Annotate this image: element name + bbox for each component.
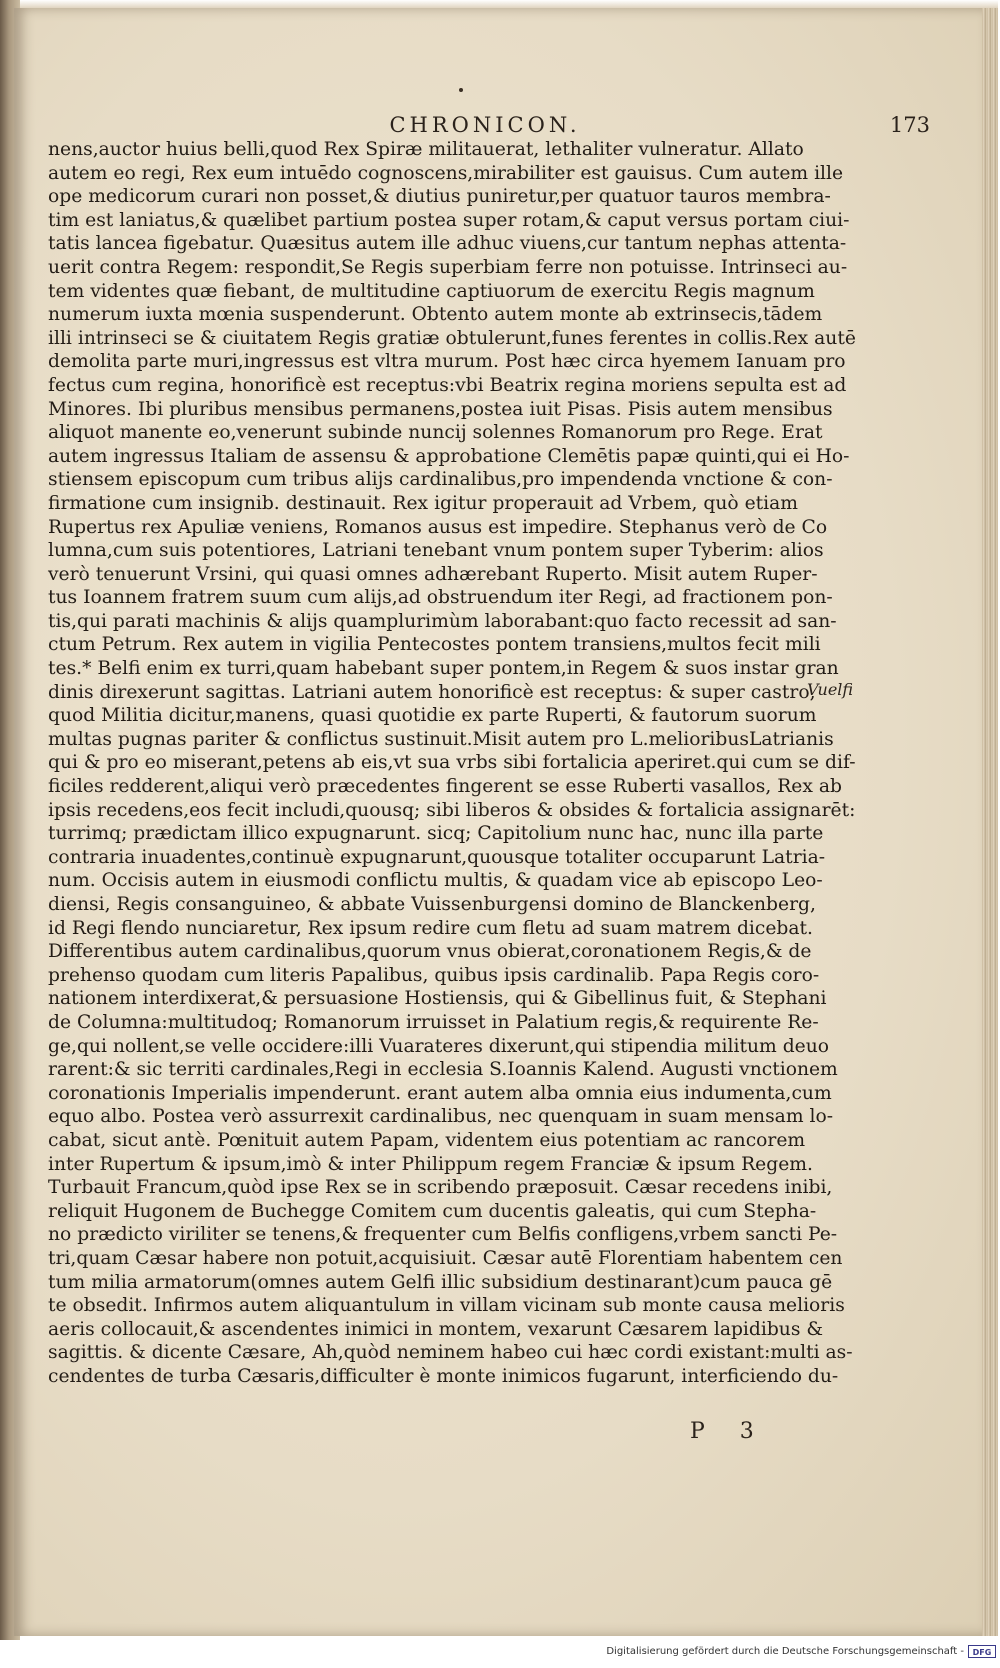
text-line: de Columna:multitudoq; Romanorum irruisset in Palatium regis,& requirente Re-: [48, 1011, 819, 1033]
text-line: dinis direxerunt sagittas. Latriani autem honorificè est receptus: & super castro,: [48, 681, 816, 703]
text-line: Differentibus autem cardinalibus,quorum vnus obierat,coronationem Regis,& de: [48, 941, 812, 963]
text-line: coronationis Imperialis impenderunt. erant autem alba omnia eius indumenta,cum: [48, 1082, 832, 1104]
text-line: tatis lancea figebatur. Quæsitus autem ille adhuc viuens,cur tantum nephas attenta-: [48, 233, 847, 255]
text-line: tem videntes quæ fiebant, de multitudine captiuorum de exercitu Regis magnum: [48, 280, 815, 302]
text-line: aeris collocauit,& ascendentes inimici in montem, vexarunt Cæsarem lapidibus &: [48, 1318, 824, 1340]
text-line: cendentes de turba Cæsaris,difficulter è monte inimicos fugarunt, interficiendo du-: [48, 1365, 839, 1387]
text-line: Minores. Ibi pluribus mensibus permanens,postea iuit Pisas. Pisis autem mensibus: [48, 398, 833, 420]
text-line: inter Rupertum & ipsum,imò & inter Philippum regem Franciæ & ipsum Regem.: [48, 1153, 813, 1175]
text-line: autem eo regi, Rex eum intuēdo cognoscens,mirabiliter est gauisus. Cum autem ille: [48, 162, 844, 184]
text-line: autem ingressus Italiam de assensu & approbatione Clemētis papæ quinti,qui ei Ho-: [48, 445, 850, 467]
text-line: ipsis recedens,eos fecit includi,quousq; sibi liberos & obsides & fortalicia assignarēt:: [48, 799, 856, 821]
text-line: aliquot manente eo,venerunt subinde nuncij solennes Romanorum pro Rege. Erat: [48, 422, 823, 444]
text-line: quod Militia dicitur,manens, quasi quotidie ex parte Ruperti, & fautorum suorum: [48, 705, 817, 727]
text-line: uerit contra Regem: respondit,Se Regis superbiam ferre non potuisse. Intrinseci au-: [48, 256, 848, 278]
footer-bar: [0, 1640, 1000, 1668]
text-line: multas pugnas pariter & conflictus sustinuit.Misit autem pro L.melioribusLatrianis: [48, 728, 834, 750]
text-line: tus Ioannem fratrem suum cum alijs,ad obstruendum iter Regi, ad fractionem pon-: [48, 587, 833, 609]
text-line: Rupertus rex Apuliæ veniens, Romanos ausus est impedire. Stephanus verò de Co: [48, 516, 828, 538]
text-line: verò tenuerunt Vrsini, qui quasi omnes adhærebant Ruperto. Misit autem Ruper-: [48, 563, 818, 585]
text-line: ope medicorum curari non posset,& diutius puniretur,per quatuor tauros membra-: [48, 186, 831, 208]
text-line: Turbauit Francum,quòd ipse Rex se in scribendo præposuit. Cæsar recedens inibi,: [48, 1177, 833, 1199]
dfg-logo[interactable]: DFG: [968, 1645, 996, 1658]
text-line: diensi, Regis consanguineo, & abbate Vuissenburgensi domino de Blanckenberg,: [48, 894, 816, 915]
text-line: ctum Petrum. Rex autem in vigilia Pentecostes pontem transiens,multos fecit mili: [48, 634, 821, 656]
text-line: equo albo. Postea verò assurrexit cardinalibus, nec quenquam in suam mensam lo-: [48, 1106, 834, 1128]
footer-credit: Digitalisierung gefördert durch die Deutsche Forschungsgemeinschaft -: [606, 1646, 964, 1657]
text-line: demolita parte muri,ingressus est vltra murum. Post hæc circa hyemem Ianuam pro: [48, 351, 846, 373]
text-line: stiensem episcopum cum tribus alijs cardinalibus,pro impendenda vnctione & con-: [48, 469, 833, 491]
text-line: firmatione cum insignib. destinauit. Rex igitur properauit ad Vrbem, quò etiam: [48, 492, 798, 514]
ornament-dot: [459, 88, 463, 92]
text-line: turrimq; prædictam illico expugnarunt. sicq; Capitolium nunc hac, nunc illa parte: [48, 823, 824, 845]
text-line: id Regi flendo nunciaretur, Rex ipsum redire cum fletu ad suam matrem dicebat.: [48, 917, 813, 939]
signature-mark: P 3: [690, 1419, 768, 1444]
page-number: 173: [889, 113, 930, 137]
marginal-note: Vuelfi: [807, 680, 854, 699]
text-line: cabat, sicut antè. Pœnituit autem Papam, videntem eius potentiam ac rancorem: [48, 1129, 806, 1151]
text-line: tes.* Belfi enim ex turri,quam habebant super pontem,in Regem & suos instar gran: [48, 658, 839, 680]
text-line: numerum iuxta mœnia suspenderunt. Obtento autem monte ab extrinsecis,tādem: [48, 304, 823, 326]
text-line: ficiles redderent,aliqui verò præcedentes fingerent se esse Ruberti vasallos, Rex ab: [48, 776, 842, 798]
text-line: sagittis. & dicente Cæsare, Ah,quòd neminem habeo cui hæc cordi existant:multi as-: [48, 1342, 853, 1364]
text-line: nens,auctor huius belli,quod Rex Spiræ militauerat, lethaliter vulneratur. Allato: [48, 139, 804, 160]
text-line: nationem interdixerat,& persuasione Hostiensis, qui & Gibellinus fuit, & Stephani: [48, 988, 827, 1010]
text-line: ge,qui nollent,se velle occidere:illi Vuarateres dixerunt,qui stipendia militum deuo: [48, 1035, 830, 1057]
text-line: contraria inuadentes,continuè expugnarunt,quousque totaliter occuparunt Latria-: [48, 846, 826, 868]
text-line: te obsedit. Infirmos autem aliquantulum in villam vicinam sub monte causa melioris: [48, 1295, 845, 1317]
stacked-page-edges: [982, 8, 998, 1636]
text-line: tri,quam Cæsar habere non potuit,acquisiuit. Cæsar autē Florentiam habentem cen: [48, 1247, 843, 1269]
text-line: fectus cum regina, honorificè est receptus:vbi Beatrix regina moriens sepulta est ad: [48, 374, 847, 396]
text-line: num. Occisis autem in eiusmodi conflictu multis, & quadam vice ab episcopo Leo-: [48, 870, 823, 892]
running-head-title: CHRONICON.: [389, 113, 581, 137]
text-line: qui & pro eo miserant,petens ab eis,vt sua vrbs sibi fortalicia aperiret.qui cum se dif-: [48, 752, 856, 774]
text-line: no prædicto viriliter se tenens,& frequenter cum Belfis confligens,vrbem sancti Pe-: [48, 1224, 838, 1246]
text-line: prehenso quodam cum literis Papalibus, quibus ipsis cardinalib. Papa Regis coro-: [48, 964, 820, 986]
text-line: reliquit Hugonem de Buchegge Comitem cum ducentis galeatis, qui cum Stepha-: [48, 1200, 817, 1222]
text-line: illi intrinseci se & ciuitatem Regis gratiæ obtulerunt,funes ferentes in collis.Rex autē: [48, 327, 856, 349]
text-line: tim est laniatus,& quælibet partium postea super rotam,& caput versus portam ciui-: [48, 209, 850, 231]
text-line: tis,qui parati machinis & alijs quamplurimùm laborabant:quo facto recessit ad san-: [48, 610, 837, 632]
text-line: tum milia armatorum(omnes autem Gelfi illic subsidium destinarant)cum pauca gē: [48, 1271, 833, 1293]
text-line: lumna,cum suis potentiores, Latriani tenebant vnum pontem super Tyberim: alios: [48, 540, 824, 562]
text-line: rarent:& sic territi cardinales,Regi in ecclesia S.Ioannis Kalend. Augusti vnctionem: [48, 1059, 838, 1081]
